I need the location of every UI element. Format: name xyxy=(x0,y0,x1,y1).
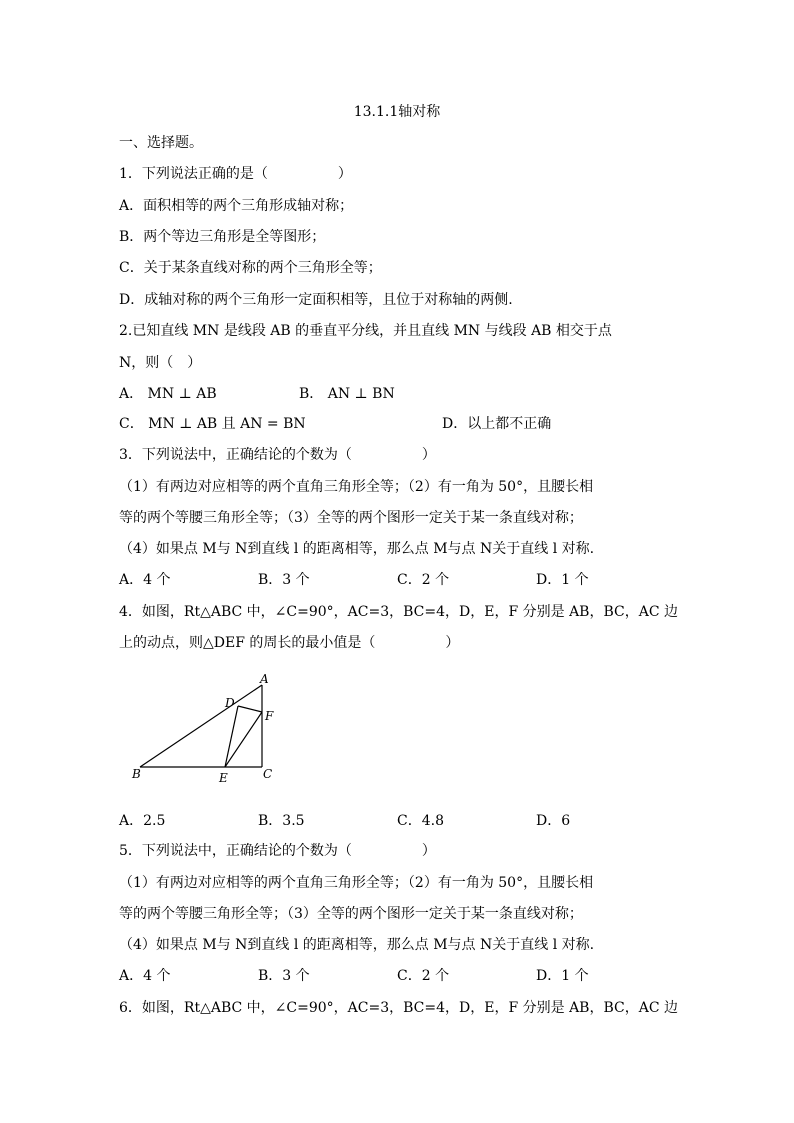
q2-option-b: B． AN ⊥ BN xyxy=(299,386,395,402)
triangle-figure xyxy=(125,670,285,790)
label-b: B xyxy=(132,767,141,781)
q5-statement-line2: 等的两个等腰三角形全等；（3）全等的两个图形一定关于某一条直线对称； xyxy=(119,906,583,922)
q5-statement-line3: （4）如果点 M与 N到直线 l 的距离相等，那么点 M与点 N关于直线 l 对称. xyxy=(119,937,595,953)
q6-stem-line1: 6．如图，Rt△ABC 中，∠C=90°，AC=3，BC=4，D，E，F 分别是 AB，BC，AC 边 xyxy=(119,1000,678,1016)
q5-option-c: C．2 个 xyxy=(397,968,450,984)
q5-option-b: B．3 个 xyxy=(258,968,310,984)
q3-option-b: B．3 个 xyxy=(258,572,310,588)
side-ab xyxy=(140,685,262,767)
q2-option-d: D．以上都不正确 xyxy=(442,416,552,432)
q1-option-d: D．成轴对称的两个三角形一定面积相等，且位于对称轴的两侧. xyxy=(119,292,513,308)
q2-option-a: A． MN ⊥ AB xyxy=(119,386,217,402)
q3-option-d: D．1 个 xyxy=(536,572,589,588)
q4-stem-line2: 上的动点，则△DEF 的周长的最小值是（ ） xyxy=(119,635,460,651)
q3-statement-line2: 等的两个等腰三角形全等；（3）全等的两个图形一定关于某一条直线对称； xyxy=(119,510,583,526)
q3-statement-line1: （1）有两边对应相等的两个直角三角形全等；（2）有一角为 50°，且腰长相 xyxy=(119,479,594,495)
q4-option-d: D．6 xyxy=(536,813,571,829)
label-a: A xyxy=(260,672,269,686)
section-heading: 一、选择题。 xyxy=(119,135,203,151)
q5-option-a: A．4 个 xyxy=(119,968,171,984)
q2-option-c: C． MN ⊥ AB 且 AN = BN xyxy=(119,416,306,432)
q3-stem: 3．下列说法中，正确结论的个数为（ ） xyxy=(119,447,436,463)
q5-stem: 5．下列说法中，正确结论的个数为（ ） xyxy=(119,843,436,859)
q5-statement-line1: （1）有两边对应相等的两个直角三角形全等；（2）有一角为 50°，且腰长相 xyxy=(119,875,594,891)
q3-option-c: C．2 个 xyxy=(397,572,450,588)
label-d: D xyxy=(225,696,235,710)
q3-statement-line3: （4）如果点 M与 N到直线 l 的距离相等，那么点 M与点 N关于直线 l 对称. xyxy=(119,541,595,557)
q2-stem-line2: N，则（ ） xyxy=(119,355,202,371)
label-e: E xyxy=(219,771,228,785)
q4-option-c: C．4.8 xyxy=(397,813,444,829)
label-f: F xyxy=(265,709,274,723)
q1-option-b: B．两个等边三角形是全等图形； xyxy=(119,229,326,245)
q4-stem-line1: 4．如图，Rt△ABC 中，∠C=90°，AC=3，BC=4，D，E，F 分别是 AB，BC，AC 边 xyxy=(119,604,678,620)
q5-option-d: D．1 个 xyxy=(536,968,589,984)
q3-option-a: A．4 个 xyxy=(119,572,171,588)
page-title: 13.1.1轴对称 xyxy=(353,104,441,120)
q4-option-b: B．3.5 xyxy=(258,813,305,829)
q1-option-c: C．关于某条直线对称的两个三角形全等； xyxy=(119,260,382,276)
segment-df xyxy=(238,706,262,712)
q4-option-a: A．2.5 xyxy=(119,813,166,829)
label-c: C xyxy=(263,767,273,781)
q2-stem-line1: 2.已知直线 MN 是线段 AB 的垂直平分线，并且直线 MN 与线段 AB 相交于点 xyxy=(119,323,612,339)
q1-stem: 1．下列说法正确的是（ ） xyxy=(119,166,352,182)
q1-option-a: A．面积相等的两个三角形成轴对称； xyxy=(119,198,354,214)
